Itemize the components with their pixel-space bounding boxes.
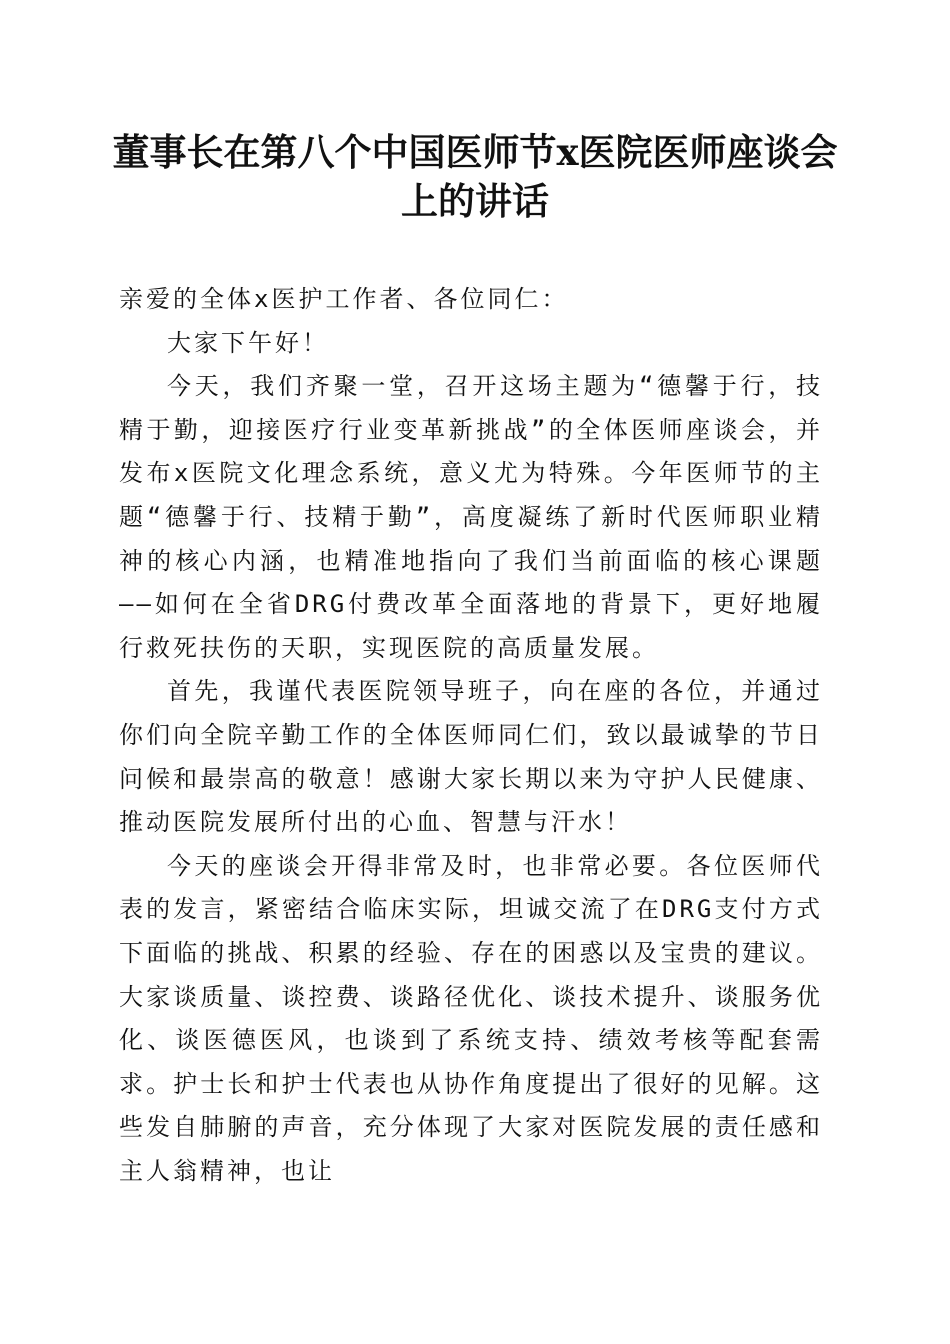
paragraph-gratitude: 首先，我谨代表医院领导班子，向在座的各位，并通过你们向全院辛勤工作的全体医师同仁们，致以最诚挚的节日问候和最崇高的敬意！感谢大家长期以来为守护人民健康、推动医院发展所付出的心血、智慧与汗水！ <box>119 677 823 837</box>
document-title: 董事长在第八个中国医师节x医院医师座谈会上的讲话 <box>112 130 838 223</box>
paragraph-meeting-summary: 今天的座谈会开得非常及时，也非常必要。各位医师代表的发言，紧密结合临床实际，坦诚交流了在DRG支付方式下面临的挑战、积累的经验、存在的困惑以及宝贵的建议。大家谈质量、谈控费、谈路径优化、谈技术提升、谈服务优化、谈医德医风，也谈到了系统支持、绩效考核等配套需求。护士长和护士代表也从协作角度提出了很好的见解。这些发自肺腑的声音，充分体现了大家对医院发展的责任感和主人翁精神，也让 <box>119 851 823 1185</box>
paragraph-greeting: 大家下午好！ <box>167 328 329 357</box>
salutation: 亲爱的全体x医护工作者、各位同仁： <box>119 285 569 313</box>
paragraph-introduction: 今天，我们齐聚一堂，召开这场主题为“德馨于行，技精于勤，迎接医疗行业变革新挑战”的全体医师座谈会，并发布x医院文化理念系统，意义尤为特殊。今年医师节的主题“德馨于行、技精于勤”，高度凝练了新时代医师职业精神的核心内涵，也精准地指向了我们当前面临的核心课题——如何在全省DRG付费改革全面落地的背景下，更好地履行救死扶伤的天职，实现医院的高质量发展。 <box>119 372 823 662</box>
document-body <box>119 278 823 1193</box>
